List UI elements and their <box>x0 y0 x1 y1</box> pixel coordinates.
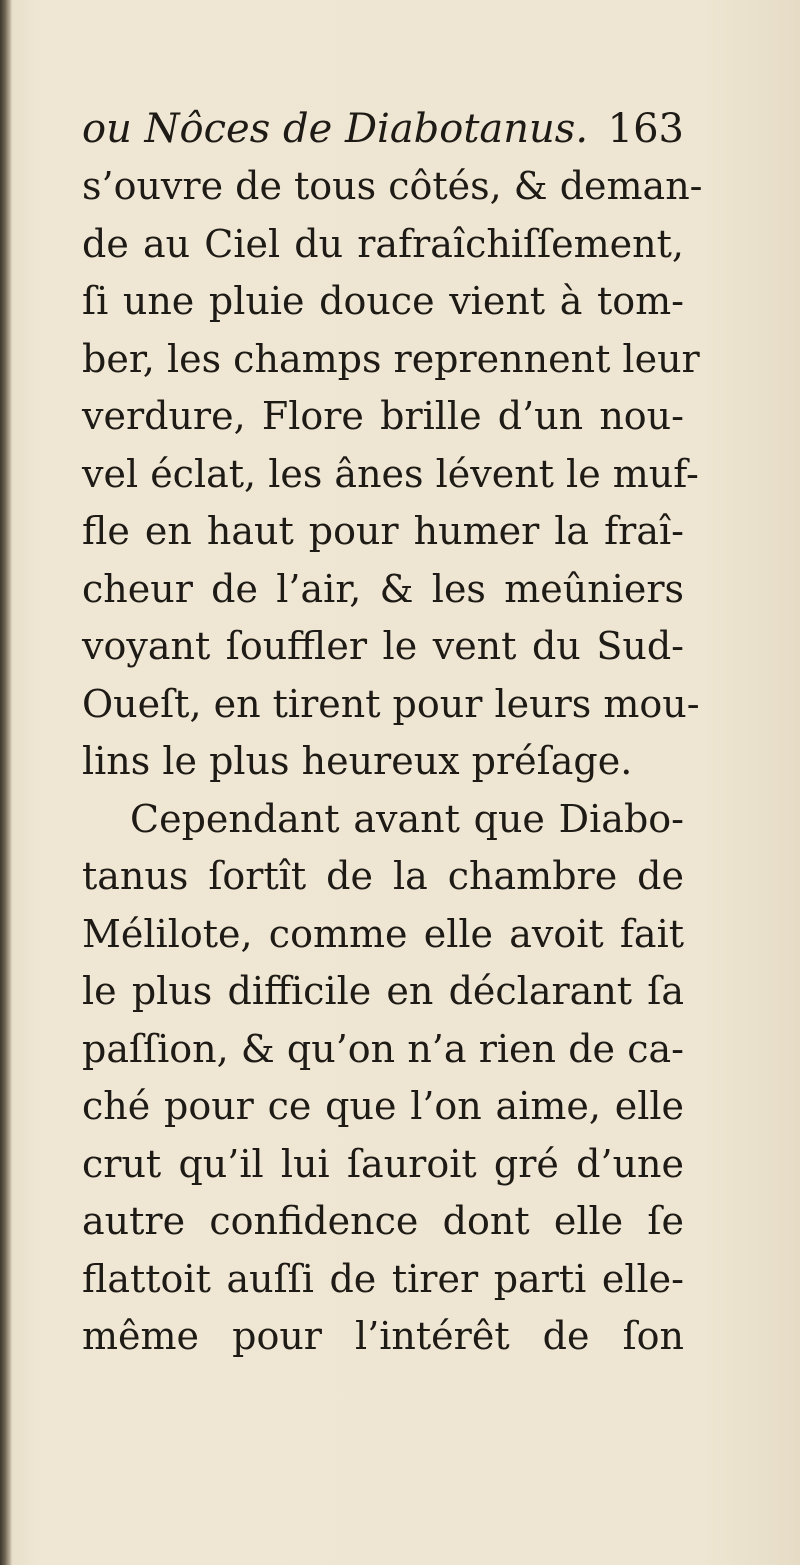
text-line: flattoit auſſi de tirer parti elle- <box>82 1256 684 1301</box>
text-line: Oueſt, en tirent pour leurs mou- <box>82 681 700 726</box>
page-number: 163 <box>607 106 684 152</box>
running-title: ou Nôces de Diabotanus. <box>82 106 589 152</box>
paragraph-first-line: Cependant avant que Diabo- <box>130 796 684 841</box>
text-line: Mélilote, comme elle avoit fait <box>82 911 684 956</box>
text-line: voyant ſouffler le vent du Sud- <box>82 624 684 668</box>
text-line: le plus difficile en déclarant ſa <box>82 969 684 1013</box>
text-line: s’ouvre de tous côtés, & deman- <box>82 164 703 208</box>
text-line: ché pour ce que l’on aime, elle <box>82 1084 684 1128</box>
binding-edge <box>0 0 12 1565</box>
text-line: verdure, Flore brille d’un nou- <box>82 394 684 438</box>
text-line: même pour l’intérêt de ſon <box>82 1314 684 1358</box>
text-line: cheur de l’air, & les meûniers <box>82 566 684 611</box>
text-line: fle en haut pour humer la fraî- <box>82 509 684 553</box>
text-line: de au Ciel du rafraîchiſſement, <box>82 221 684 266</box>
text-line: tanus ſortît de la chambre de <box>82 854 684 898</box>
text-line: ſi une pluie douce vient à tom- <box>82 279 684 323</box>
text-line: paſſion, & qu’on n’a rien de ca- <box>82 1026 684 1071</box>
page-header <box>82 100 684 158</box>
text-line: ber, les champs reprennent leur <box>82 336 700 381</box>
text-line: crut qu’il lui ſauroit gré d’une <box>82 1141 684 1186</box>
text-block <box>82 100 703 1366</box>
paragraph-last-line: lins le plus heureux préſage. <box>82 739 633 783</box>
text-line: vel éclat, les ânes lévent le muf- <box>82 451 699 496</box>
text-line: autre confidence dont elle ſe <box>82 1199 684 1243</box>
